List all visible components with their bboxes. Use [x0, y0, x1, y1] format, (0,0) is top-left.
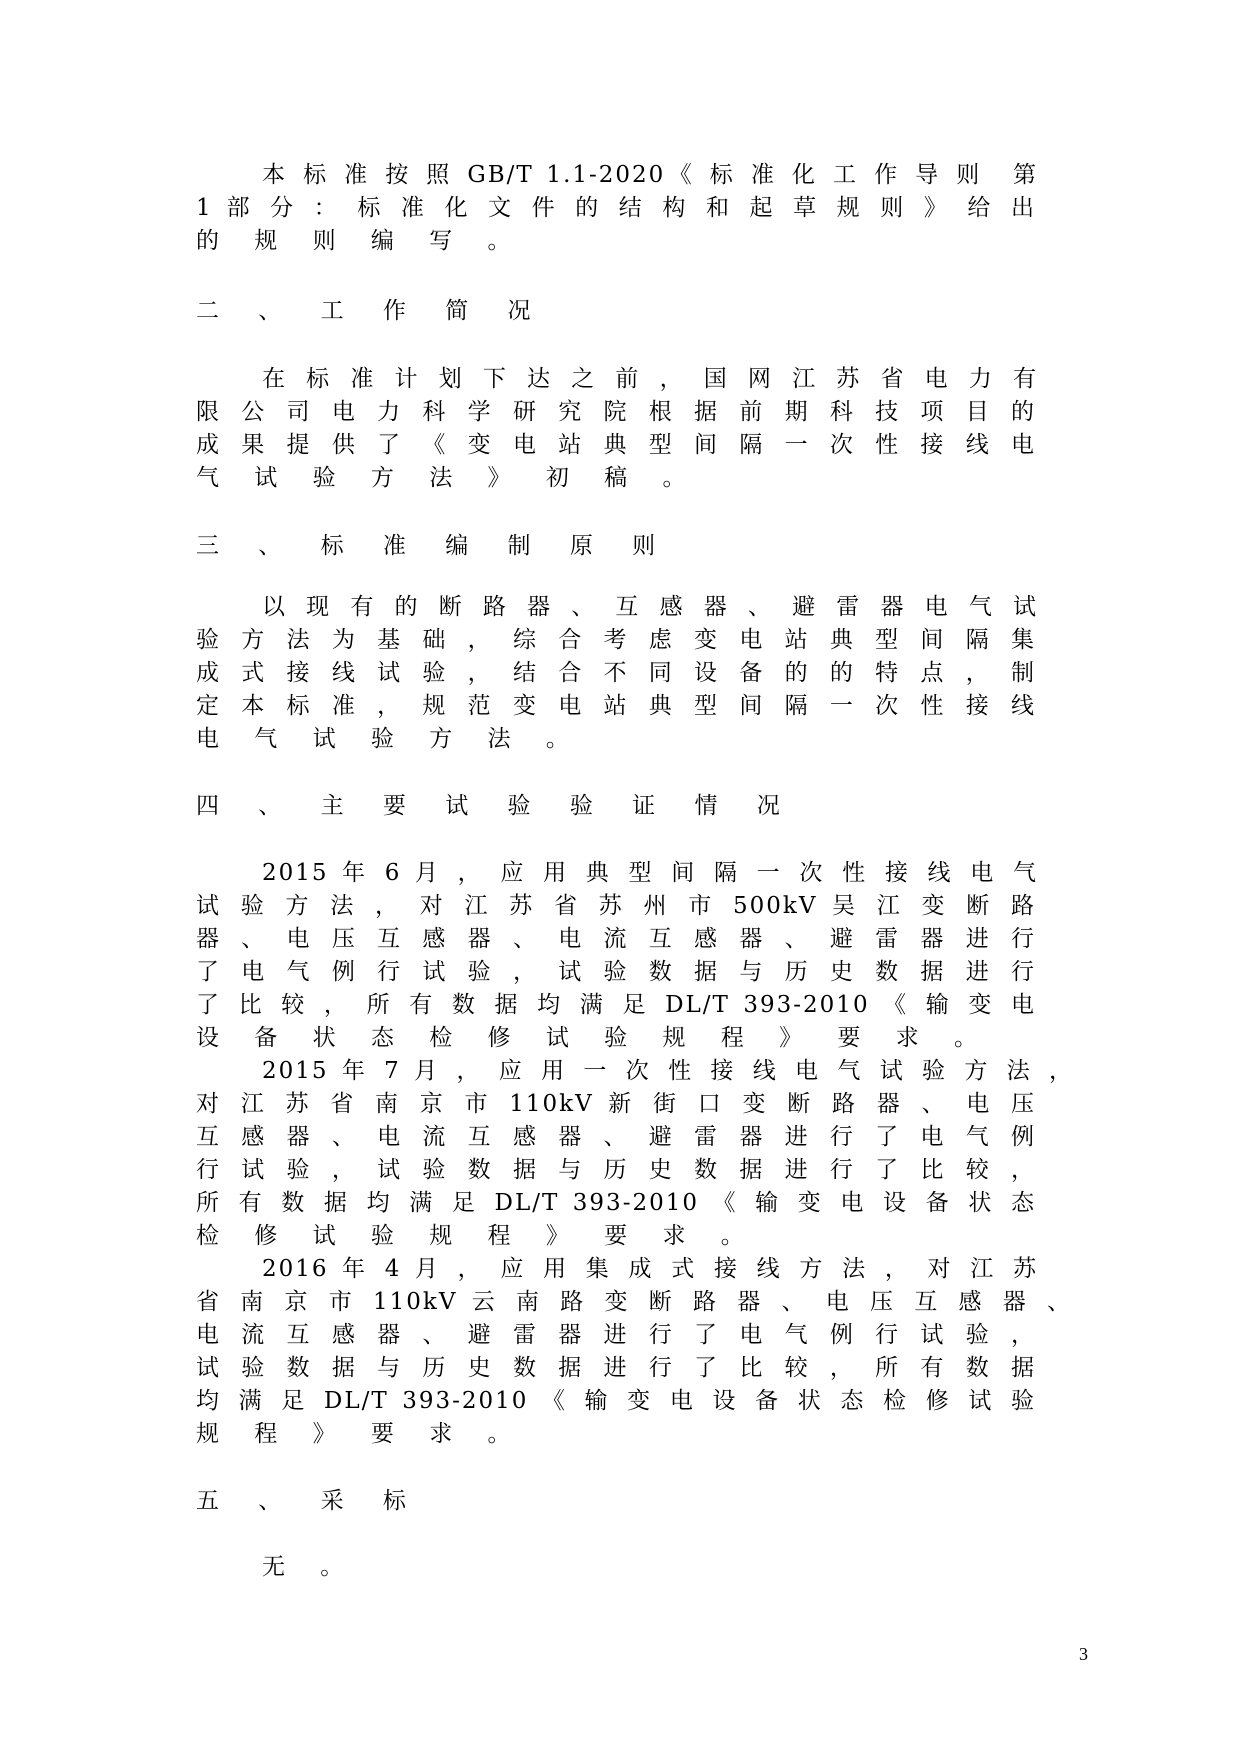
- paragraph-line: 对 江 苏 省 南 京 市 110kV 新 街 口 变 断 路 器 、 电 压: [196, 1091, 1036, 1117]
- paragraph-line: 气 试 验 方 法 》 初 稿 。: [196, 465, 700, 491]
- paragraph-line: 2015 年 6 月 ， 应 用 典 型 间 隔 一 次 性 接 线 电 气: [262, 860, 1038, 886]
- paragraph-line: 的 规 则 编 写 。: [196, 228, 525, 254]
- paragraph-line: 成 果 提 供 了 《 变 电 站 典 型 间 隔 一 次 性 接 线 电: [196, 432, 1036, 458]
- section-heading: 四 、 主 要 试 验 验 证 情 况: [196, 793, 796, 819]
- paragraph-line: 规 程 》 要 求 。: [196, 1421, 525, 1447]
- paragraph-line: 无 。: [262, 1554, 358, 1580]
- paragraph-line: 定 本 标 准 ， 规 范 变 电 站 典 型 间 隔 一 次 性 接 线: [196, 693, 1036, 719]
- paragraph-line: 器 、 电 压 互 感 器 、 电 流 互 感 器 、 避 雷 器 进 行: [196, 926, 1036, 952]
- section-heading: 二 、 工 作 简 况: [196, 298, 547, 324]
- paragraph-line: 省 南 京 市 110kV 云 南 路 变 断 路 器 、 电 压 互 感 器 、: [196, 1289, 1072, 1315]
- paragraph-line: 2015 年 7 月 ， 应 用 一 次 性 接 线 电 气 试 验 方 法 ，: [262, 1058, 1074, 1084]
- paragraph-line: 了 电 气 例 行 试 验 ， 试 验 数 据 与 历 史 数 据 进 行: [196, 959, 1036, 985]
- page-number: 3: [1079, 1644, 1088, 1664]
- section-heading: 五 、 采 标: [196, 1488, 422, 1514]
- paragraph-line: 所 有 数 据 均 满 足 DL/T 393-2010 《 输 变 电 设 备 状 态: [196, 1190, 1036, 1216]
- paragraph-line: 试 验 方 法 ， 对 江 苏 省 苏 州 市 500kV 吴 江 变 断 路: [196, 893, 1036, 919]
- section-heading: 三 、 标 准 编 制 原 则: [196, 533, 672, 559]
- paragraph-line: 1 部 分 ： 标 准 化 文 件 的 结 构 和 起 草 规 则 》 给 出: [196, 195, 1036, 221]
- paragraph-line: 试 验 数 据 与 历 史 数 据 进 行 了 比 较 ， 所 有 数 据: [196, 1355, 1036, 1381]
- paragraph-line: 以 现 有 的 断 路 器 、 互 感 器 、 避 雷 器 电 气 试: [262, 594, 1038, 620]
- paragraph-line: 本 标 准 按 照 GB/T 1.1-2020《 标 准 化 工 作 导 则 第: [262, 162, 1038, 188]
- paragraph-line: 电 气 试 验 方 法 。: [196, 726, 583, 752]
- paragraph-line: 检 修 试 验 规 程 》 要 求 。: [196, 1223, 758, 1249]
- paragraph-line: 2016 年 4 月 ， 应 用 集 成 式 接 线 方 法 ， 对 江 苏: [262, 1256, 1038, 1282]
- paragraph-line: 成 式 接 线 试 验 ， 结 合 不 同 设 备 的 的 特 点 ， 制: [196, 660, 1036, 686]
- paragraph-line: 电 流 互 感 器 、 避 雷 器 进 行 了 电 气 例 行 试 验 ，: [196, 1322, 1036, 1348]
- paragraph-line: 了 比 较 ， 所 有 数 据 均 满 足 DL/T 393-2010 《 输 变 电: [196, 992, 1036, 1018]
- paragraph-line: 限 公 司 电 力 科 学 研 究 院 根 据 前 期 科 技 项 目 的: [196, 399, 1036, 425]
- paragraph-line: 设 备 状 态 检 修 试 验 规 程 》 要 求 。: [196, 1025, 992, 1051]
- paragraph-line: 互 感 器 、 电 流 互 感 器 、 避 雷 器 进 行 了 电 气 例: [196, 1124, 1036, 1150]
- paragraph-line: 在 标 准 计 划 下 达 之 前 ， 国 网 江 苏 省 电 力 有: [262, 366, 1038, 392]
- paragraph-line: 行 试 验 ， 试 验 数 据 与 历 史 数 据 进 行 了 比 较 ，: [196, 1157, 1036, 1183]
- paragraph-line: 验 方 法 为 基 础 ， 综 合 考 虑 变 电 站 典 型 间 隔 集: [196, 627, 1036, 653]
- paragraph-line: 均 满 足 DL/T 393-2010 《 输 变 电 设 备 状 态 检 修 试 验: [196, 1388, 1036, 1414]
